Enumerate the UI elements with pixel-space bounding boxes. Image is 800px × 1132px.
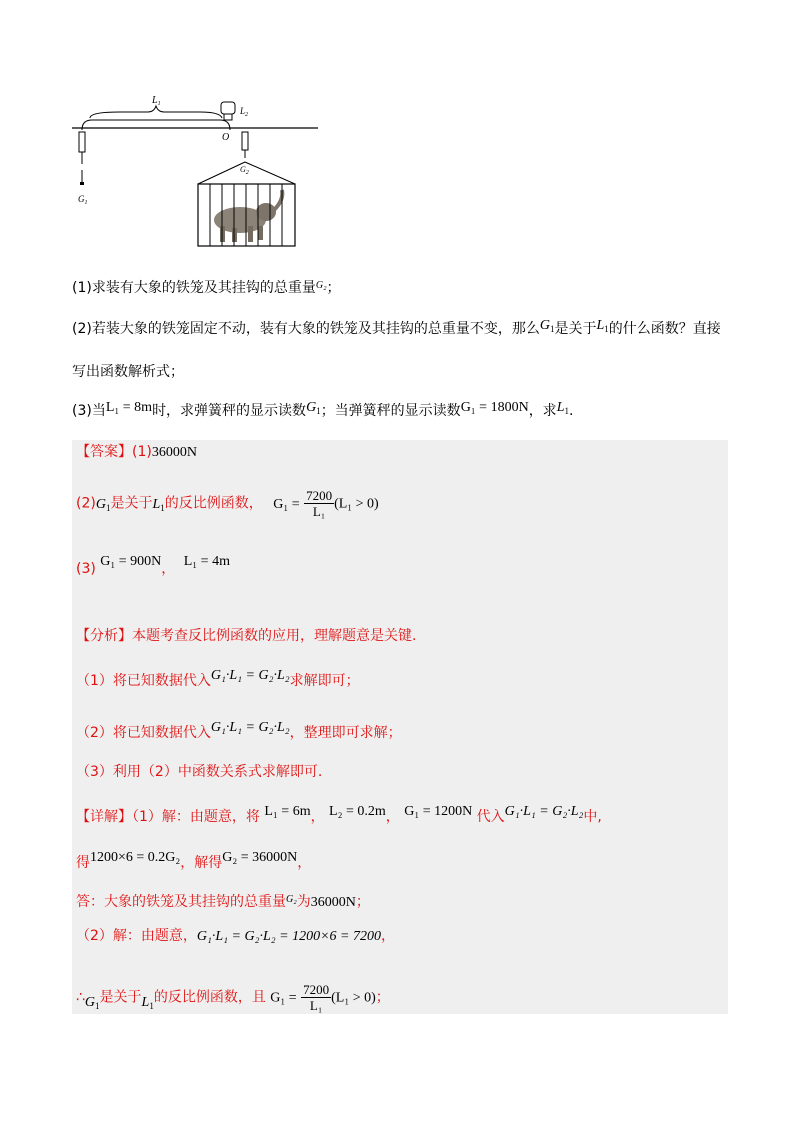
detail-line-4: （2）解：由题意，G₁·L₁ = G₂·L₂ = 1200×6 = 7200， (76, 928, 395, 944)
label-L1: $L_1$ (152, 95, 161, 107)
analysis-heading: 【分析】本题考查反比例函数的应用，理解题意是关键. (76, 628, 417, 644)
answer-3: (3) G₁ = 900N， L₁ = 4m (76, 554, 230, 577)
question-2-line2: 写出函数解析式； (72, 364, 184, 380)
detail-line-3: 答：大象的铁笼及其挂钩的总重量$^{G_2}$为36000N； (76, 894, 370, 910)
detail-line-5: $\therefore G_1$是关于$L_1$的反比例函数，且 G₁ = $\frac{7200}{\text{L₁}}$ (L₁ > 0)； (76, 982, 390, 1013)
answer-1: 【答案】(1)36000N (76, 444, 197, 460)
label-G1: $G_1$ (78, 194, 88, 206)
lever-cage-figure (70, 92, 330, 252)
question-3: (3)当L₁ = 8m时，求弹簧秤的显示读数$G_1$；当弹簧秤的显示读数G₁ = 1800N，求$L_1$. (72, 400, 574, 419)
detail-line-1: 【详解】（1）解：由题意，将 L₁ = 6m， L₂ = 0.2m， G₁ = 1200N 代入G₁·L₁ = G₂·L₂中, (76, 804, 602, 825)
label-L2: $L_2$ (240, 106, 249, 118)
detail-line-2: 得1200×6 = 0.2G₂，解得G₂ = 36000N， (76, 850, 312, 871)
answer-2: $(2)G_1$是关于$L_1$的反比例函数， G₁ = $\frac{7200}{\text{L₁}}$ (L₁ > 0) (76, 488, 379, 519)
analysis-step-2: （2）将已知数据代入G₁·L₁ = G₂·L₂，整理即可求解； (76, 720, 402, 741)
answer-fraction: $\frac{7200}{\text{L₁}}$ (306, 488, 333, 519)
detail-fraction: $\frac{7200}{\text{L₁}}$ (303, 982, 330, 1013)
question-1: (1)求装有大象的铁笼及其挂钩的总重量$^{G_2}$； (72, 280, 341, 296)
analysis-step-1: （1）将已知数据代入G₁·L₁ = G₂·L₂求解即可； (76, 668, 360, 689)
label-O: O (222, 132, 230, 143)
question-2: (2)若装大象的铁笼固定不动，装有大象的铁笼及其挂钩的总重量不变，那么$G_1$是关于$L_1$的什么函数？直接 (72, 318, 721, 337)
analysis-step-3: （3）利用（2）中函数关系式求解即可. (76, 764, 323, 780)
label-G2: $G_2$ (240, 165, 249, 176)
